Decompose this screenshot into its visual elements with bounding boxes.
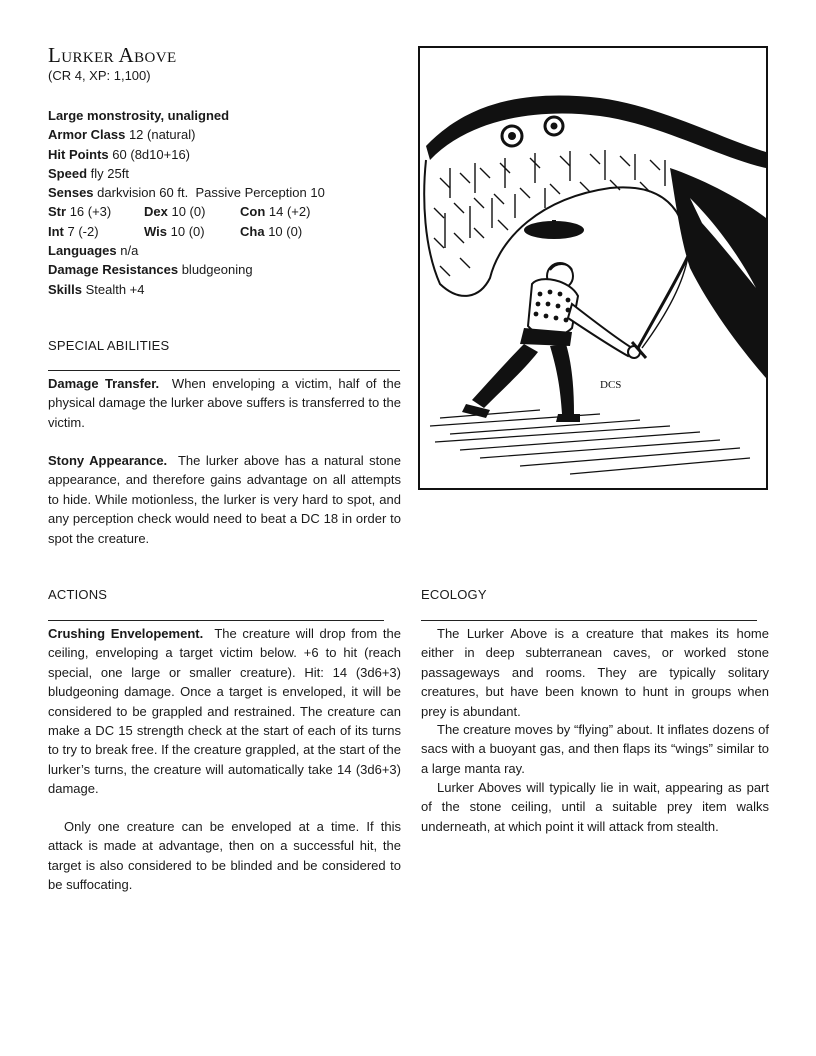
ecology-paragraph-2: The creature moves by “flying” about. It inflates dozens of sacs with a buoyant gas, and then flaps its “wings” similar to a large manta ray. — [421, 722, 769, 776]
ecology-heading: ECOLOGY — [421, 587, 487, 602]
ability-dex: Dex 10 (0) — [144, 204, 206, 220]
artist-signature: DCS — [600, 379, 622, 391]
ability-con: Con 14 (+2) — [240, 204, 311, 220]
stat-block — [48, 106, 408, 299]
ability-str: Str 16 (+3) — [48, 204, 112, 220]
ability-cha: Cha 10 (0) — [240, 223, 303, 239]
lurker-illustration — [418, 46, 768, 490]
crushing-envelopement-paragraph: Crushing Envelopement. The creature will drop from the ceiling, enveloping a target victim below. +6 to hit (reach special, one large or smaller creature). Hit: 14 (3d6+3) bludgeoning damage. Once a target is enveloped, it will be considered to be grappled and restrained. The creature can make a DC 15 strength check at the start of each of its turns to try to break free. If the creature grappled, at the start of the lurker’s turns, the creature will automatically take 14 (3d6+3) damage. — [48, 626, 401, 797]
damage-resistances: Damage Resistances bludgeoning — [48, 262, 253, 278]
monster-name: Lurker Above — [48, 43, 177, 67]
challenge-rating: (CR 4, XP: 1,100) — [48, 68, 151, 83]
stony-appearance-paragraph: Stony Appearance. The lurker above has a natural stone appearance, and therefore gains advantage on all attempts to hide. While motionless, the lurker is very hard to spot, and any perception check would need to beat a DC 18 in order to spot the creature. — [48, 453, 401, 546]
ecology-paragraph-3: Lurker Aboves will typically lie in wait, appearing as part of the stone ceiling, until a suitable prey item walks underneath, at which point it will attack from stealth. — [421, 780, 769, 834]
skills: Skills Stealth +4 — [48, 281, 145, 297]
type-line: Large monstrosity, unaligned — [48, 108, 230, 123]
ability-row-2 — [48, 222, 408, 241]
ecology-paragraph-1: The Lurker Above is a creature that makes its home either in deep subterranean caves, or worked stone passageways and rooms. They are typically solitary creatures, but have been known to hunt in groups when prey is abundant. — [421, 626, 769, 719]
speed: Speed fly 25ft — [48, 165, 129, 181]
special-abilities-heading: SPECIAL ABILITIES — [48, 338, 170, 353]
ecology-divider — [421, 620, 757, 621]
special-abilities-divider — [48, 370, 400, 371]
ability-int: Int 7 (-2) — [48, 223, 99, 239]
actions-heading: ACTIONS — [48, 587, 108, 602]
languages: Languages n/a — [48, 243, 139, 259]
senses: Senses darkvision 60 ft. Passive Perception 10 — [48, 185, 325, 201]
ability-row-1 — [48, 202, 408, 221]
armor-class: Armor Class 12 (natural) — [48, 127, 196, 143]
damage-transfer-paragraph: Damage Transfer. When enveloping a victim, half of the physical damage the lurker above suffers is transferred to the victim. — [48, 376, 401, 430]
ability-wis: Wis 10 (0) — [144, 223, 205, 239]
lurker-drawing — [420, 48, 766, 488]
hit-points: Hit Points 60 (8d10+16) — [48, 146, 190, 162]
actions-followup-paragraph: Only one creature can be enveloped at a time. If this attack is made at advantage, then on a successful hit, the target is also considered to be blinded and be considered to be suffocating. — [48, 819, 401, 893]
actions-divider — [48, 620, 384, 621]
